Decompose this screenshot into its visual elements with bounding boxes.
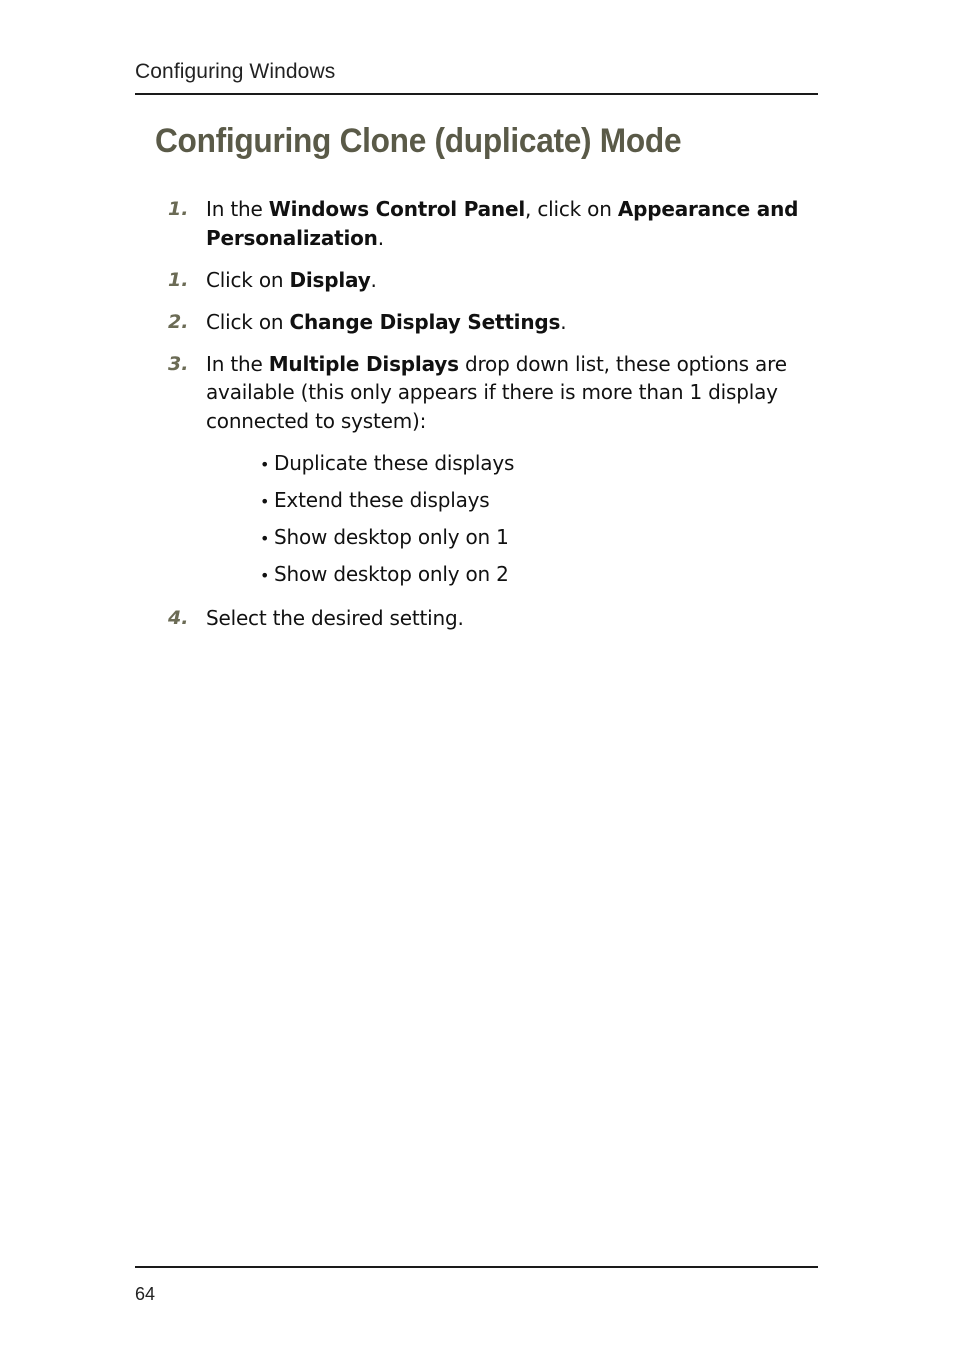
list-item: [260, 486, 808, 516]
option-label: Duplicate these displays: [274, 450, 515, 475]
step-text-part: .: [560, 309, 567, 334]
list-item: [260, 560, 808, 590]
step-text: [206, 308, 808, 337]
step-text: [206, 604, 808, 633]
bullet-icon: •: [260, 491, 270, 511]
step-text: [206, 195, 808, 252]
step-number: 1.: [168, 268, 189, 291]
option-label: Show desktop only on 2: [274, 561, 509, 586]
step-number: 1.: [168, 198, 189, 220]
step-item: [168, 266, 808, 295]
page-title: Configuring Clone (duplicate) Mode: [155, 122, 682, 160]
bullet-icon: •: [260, 528, 270, 548]
option-label: Extend these displays: [274, 487, 490, 512]
step-text-part: .: [377, 225, 384, 250]
ui-term: Appearance and Personalization: [206, 197, 799, 250]
running-header: Configuring Windows: [135, 60, 336, 83]
step-item: [168, 308, 808, 337]
step-text-part: Click on: [206, 309, 290, 334]
step-item: [168, 350, 808, 436]
step-text-part: , click on: [525, 197, 618, 221]
ui-term: Change Display Settings: [289, 309, 561, 334]
step-item: [168, 195, 808, 252]
step-text-part: Click on: [206, 267, 290, 292]
ui-term: Display: [289, 267, 371, 292]
step-text-part: In the: [206, 351, 269, 376]
step-text-part: In the: [206, 197, 269, 221]
bullet-icon: •: [260, 565, 270, 585]
header-rule: [135, 93, 818, 95]
step-number: 3.: [168, 352, 189, 375]
footer-rule: [135, 1266, 818, 1268]
ui-term: Multiple Displays: [268, 351, 459, 376]
ui-term: Windows Control Panel: [268, 197, 525, 221]
step-item: [168, 604, 808, 633]
step-text: [206, 266, 808, 295]
display-options-list: [168, 449, 808, 590]
bullet-icon: •: [260, 454, 270, 474]
step-text-part: drop down list, these options are available (this only appears if there is more than 1 display connected to system):: [206, 351, 787, 433]
list-item: [260, 523, 808, 553]
step-number: 4.: [168, 606, 189, 629]
option-label: Show desktop only on 1: [274, 524, 509, 549]
steps-list: [168, 195, 808, 646]
step-number: 2.: [168, 310, 189, 333]
page-number: 64: [135, 1284, 156, 1304]
step-text-part: Select the desired setting.: [206, 605, 464, 630]
list-item: [260, 449, 808, 479]
step-text: [206, 350, 808, 436]
step-text-part: .: [370, 267, 377, 292]
